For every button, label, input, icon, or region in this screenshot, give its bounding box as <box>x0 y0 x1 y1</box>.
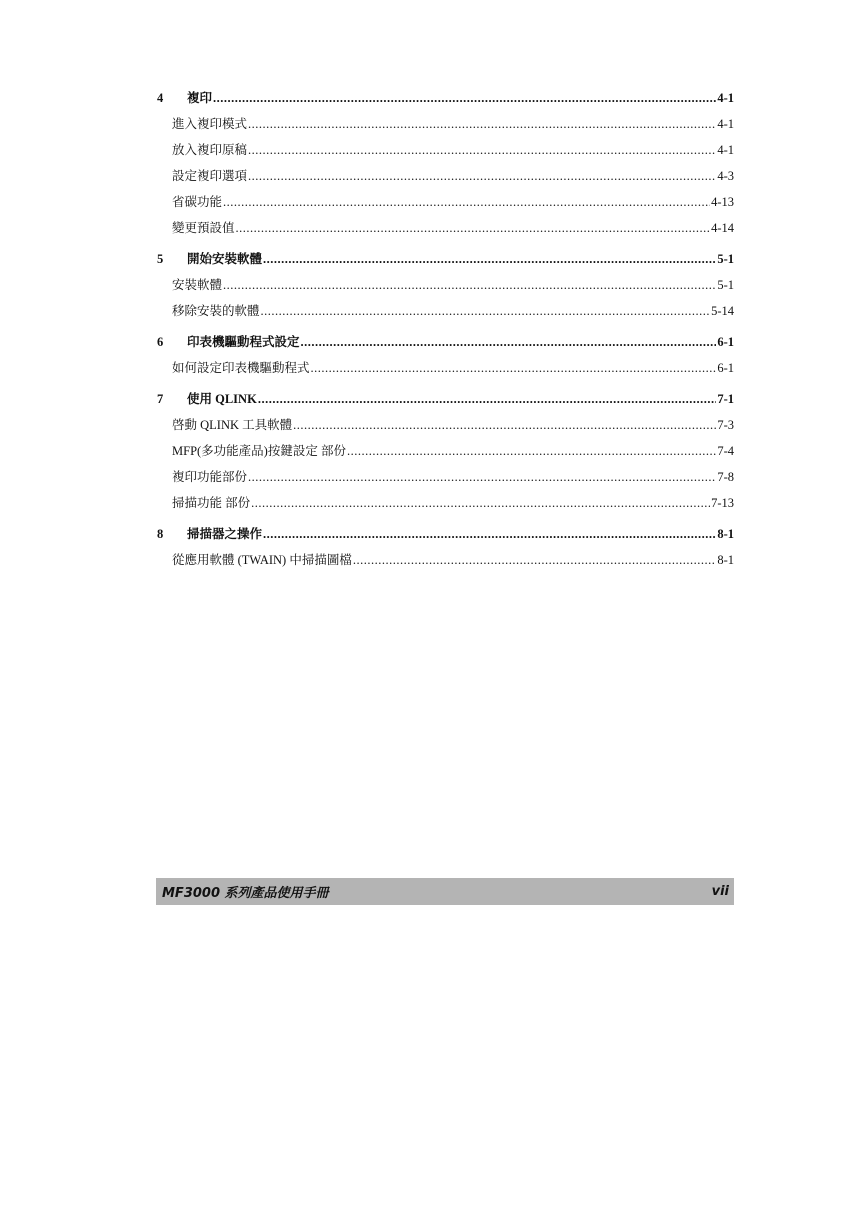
dot-leader <box>251 495 710 511</box>
entry-title: 複印功能部份 <box>172 470 248 484</box>
entry-page-number: 7-3 <box>717 418 734 432</box>
entry-page-number: 7-13 <box>711 496 734 510</box>
entry-title: 如何設定印表機驅動程式 <box>172 361 310 375</box>
toc-section-entry[interactable] <box>157 194 734 210</box>
table-of-contents <box>157 88 734 578</box>
chapter-number: 8 <box>157 527 164 541</box>
entry-title: 使用 QLINK <box>187 392 257 406</box>
entry-page-number: 7-8 <box>717 470 734 484</box>
entry-page-number: 4-14 <box>711 221 734 235</box>
dot-leader <box>213 90 716 106</box>
dot-leader <box>236 220 711 236</box>
dot-leader <box>347 443 716 459</box>
dot-leader <box>248 142 716 158</box>
entry-page-number: 5-14 <box>711 304 734 318</box>
entry-title: 設定複印選項 <box>172 169 248 183</box>
entry-page-number: 6-1 <box>717 335 734 349</box>
entry-title: MFP(多功能產品)按鍵設定 部份 <box>172 444 346 458</box>
entry-title: 開始安裝軟體 <box>187 252 263 266</box>
chapter-number: 4 <box>157 91 164 105</box>
entry-page-number: 4-1 <box>717 143 734 157</box>
toc-section-entry[interactable] <box>157 142 734 158</box>
dot-leader <box>258 391 717 407</box>
entry-title: 放入複印原稿 <box>172 143 248 157</box>
entry-page-number: 8-1 <box>717 553 734 567</box>
chapter-number: 6 <box>157 335 164 349</box>
entry-title: 複印 <box>187 91 213 105</box>
page-footer <box>156 878 734 905</box>
dot-leader <box>353 552 716 568</box>
toc-section-entry[interactable] <box>157 443 734 459</box>
toc-chapter-entry[interactable] <box>157 334 734 350</box>
entry-title: 掃描功能 部份 <box>172 496 251 510</box>
toc-chapter-entry[interactable] <box>157 251 734 267</box>
entry-page-number: 8-1 <box>717 527 734 541</box>
toc-section-entry[interactable] <box>157 277 734 293</box>
toc-section-entry[interactable] <box>157 417 734 433</box>
dot-leader <box>261 303 711 319</box>
entry-page-number: 4-1 <box>717 117 734 131</box>
dot-leader <box>248 168 716 184</box>
entry-page-number: 4-1 <box>717 91 734 105</box>
toc-section-entry[interactable] <box>157 469 734 485</box>
toc-section-entry[interactable] <box>157 552 734 568</box>
entry-page-number: 6-1 <box>717 361 734 375</box>
toc-section-entry[interactable] <box>157 116 734 132</box>
chapter-number: 7 <box>157 392 164 406</box>
entry-title: 啓動 QLINK 工具軟體 <box>172 418 293 432</box>
entry-title: 變更預設值 <box>172 221 235 235</box>
toc-section-entry[interactable] <box>157 168 734 184</box>
entry-title: 省碳功能 <box>172 195 223 209</box>
entry-page-number: 7-1 <box>717 392 734 406</box>
entry-title: 從應用軟體 (TWAIN) 中掃描圖檔 <box>172 553 352 567</box>
entry-title: 印表機驅動程式設定 <box>187 335 300 349</box>
dot-leader <box>248 116 716 132</box>
dot-leader <box>223 277 716 293</box>
entry-page-number: 5-1 <box>717 278 734 292</box>
dot-leader <box>248 469 716 485</box>
toc-chapter-entry[interactable] <box>157 391 734 407</box>
toc-section-entry[interactable] <box>157 495 734 511</box>
dot-leader <box>223 194 710 210</box>
entry-page-number: 7-4 <box>717 444 734 458</box>
entry-title: 安裝軟體 <box>172 278 223 292</box>
entry-title: 移除安裝的軟體 <box>172 304 260 318</box>
entry-title: 進入複印模式 <box>172 117 248 131</box>
dot-leader <box>301 334 717 350</box>
chapter-number: 5 <box>157 252 164 266</box>
toc-section-entry[interactable] <box>157 220 734 236</box>
toc-section-entry[interactable] <box>157 360 734 376</box>
footer-page-number: vii <box>711 884 729 899</box>
footer-manual-title: MF3000 系列產品使用手冊 <box>162 886 329 901</box>
entry-page-number: 5-1 <box>717 252 734 266</box>
dot-leader <box>293 417 716 433</box>
entry-page-number: 4-13 <box>711 195 734 209</box>
entry-page-number: 4-3 <box>717 169 734 183</box>
entry-title: 掃描器之操作 <box>187 527 263 541</box>
toc-section-entry[interactable] <box>157 303 734 319</box>
toc-chapter-entry[interactable] <box>157 90 734 106</box>
dot-leader <box>263 526 716 542</box>
dot-leader <box>311 360 717 376</box>
dot-leader <box>263 251 716 267</box>
toc-chapter-entry[interactable] <box>157 526 734 542</box>
